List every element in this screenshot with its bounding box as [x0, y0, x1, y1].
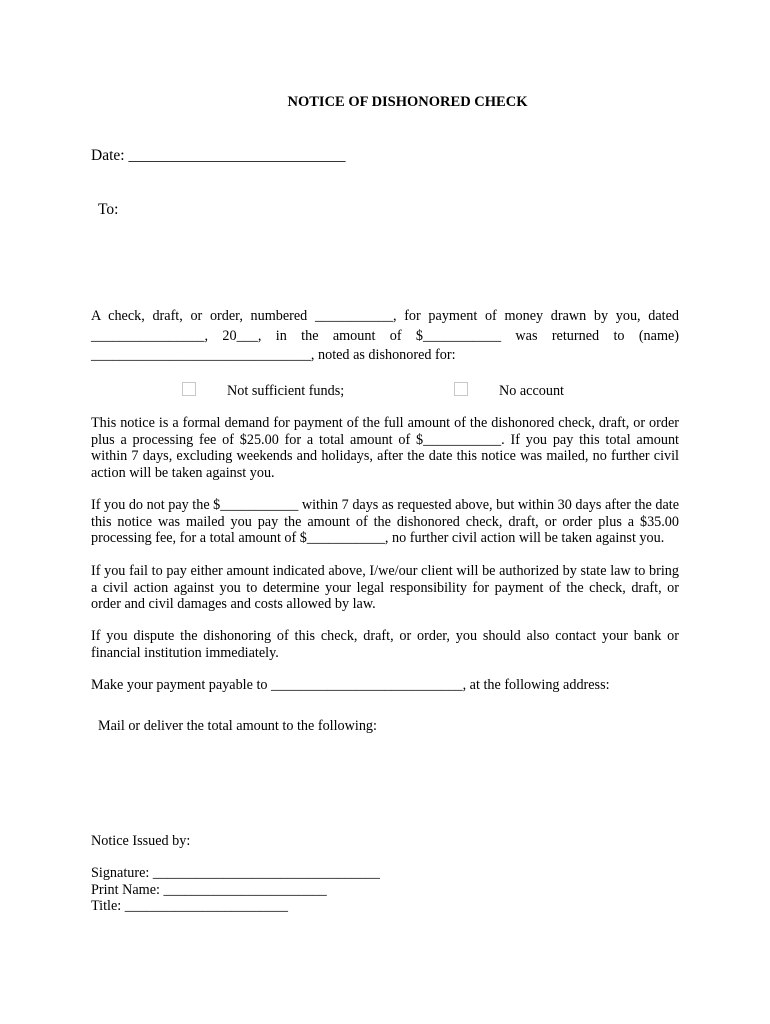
civil-action-paragraph: If you fail to pay either amount indicated above, I/we/our client will be authorized by state law to bring a civil action against you to determine your legal responsibility for payment of the check, draft, or order and civil damages and costs allowed by law. — [91, 563, 679, 613]
check-details-line-1: A check, draft, or order, numbered ___________, for payment of money drawn by you, dated — [91, 308, 679, 324]
late-payment-paragraph: If you do not pay the $___________ within 7 days as requested above, but within 30 days after the date this notice was mailed you pay the amount of the dishonored check, draft, or order plus a $35.00 processing fee, for a total amount of $___________, no further civil action will be taken against you. — [91, 497, 679, 547]
mail-instructions-line: Mail or deliver the total amount to the following: — [98, 718, 377, 734]
no-account-label: No account — [499, 383, 565, 399]
not-sufficient-funds-label: Not sufficient funds; — [227, 383, 345, 399]
formal-demand-paragraph: This notice is a formal demand for payment of the full amount of the dishonored check, draft, or order plus a processing fee of $25.00 for a total amount of $___________. If you pay this total amount within 7 days, excluding weekends and holidays, after the date this notice was mailed, no further civil action will be taken against you. — [91, 415, 679, 481]
document-title: NOTICE OF DISHONORED CHECK — [287, 94, 528, 110]
date-line: Date: ____________________________ — [91, 147, 346, 164]
dishonor-reason-options — [0, 382, 770, 400]
print-name-line: Print Name: _______________________ — [91, 881, 327, 898]
signature-line: Signature: ________________________________ — [91, 865, 380, 881]
title-line: Title: _______________________ — [91, 898, 288, 915]
payment-payable-line: Make your payment payable to ___________________________, at the following address: — [91, 677, 610, 693]
check-details-line-2: ________________, 20___, in the amount of $___________ was returned to (name) — [91, 327, 679, 344]
not-sufficient-funds-checkbox[interactable] — [182, 382, 196, 396]
dispute-paragraph: If you dispute the dishonoring of this check, draft, or order, you should also contact your bank or financial institution immediately. — [91, 628, 679, 661]
notice-issued-by-label: Notice Issued by: — [91, 833, 191, 849]
check-details-line-3: _______________________________, noted as dishonored for: — [91, 347, 456, 364]
signature-block — [91, 865, 380, 915]
to-label: To: — [98, 201, 119, 218]
no-account-checkbox[interactable] — [454, 382, 468, 396]
check-details-paragraph — [91, 307, 679, 366]
